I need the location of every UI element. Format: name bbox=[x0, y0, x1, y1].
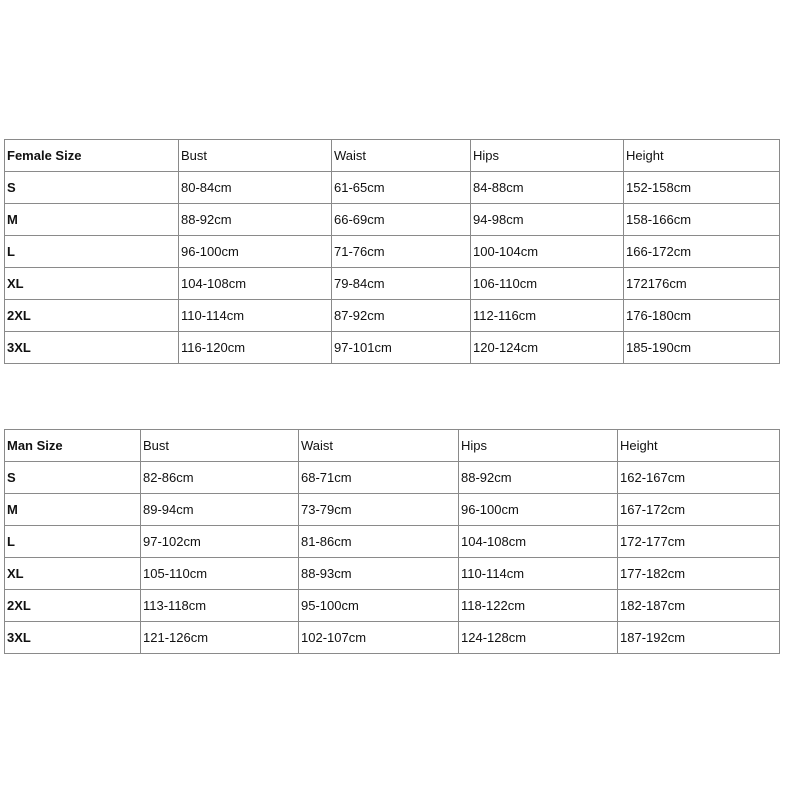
man-cell-height: 182-187cm bbox=[618, 590, 780, 622]
man-cell-waist: 88-93cm bbox=[299, 558, 459, 590]
man-cell-bust: 97-102cm bbox=[141, 526, 299, 558]
female-table-body bbox=[5, 172, 780, 364]
man-size-table bbox=[4, 429, 780, 654]
man-cell-size: S bbox=[5, 462, 141, 494]
man-cell-hips: 88-92cm bbox=[459, 462, 618, 494]
female-cell-height: 158-166cm bbox=[624, 204, 780, 236]
female-table-row bbox=[5, 236, 780, 268]
man-cell-bust: 121-126cm bbox=[141, 622, 299, 654]
female-cell-waist: 87-92cm bbox=[332, 300, 471, 332]
man-cell-waist: 73-79cm bbox=[299, 494, 459, 526]
female-header-hips: Hips bbox=[471, 140, 624, 172]
female-cell-waist: 66-69cm bbox=[332, 204, 471, 236]
female-table-row bbox=[5, 332, 780, 364]
man-cell-hips: 110-114cm bbox=[459, 558, 618, 590]
man-header-waist: Waist bbox=[299, 430, 459, 462]
man-cell-height: 162-167cm bbox=[618, 462, 780, 494]
man-cell-hips: 124-128cm bbox=[459, 622, 618, 654]
man-table-body bbox=[5, 462, 780, 654]
man-cell-size: M bbox=[5, 494, 141, 526]
female-cell-size: M bbox=[5, 204, 179, 236]
man-cell-waist: 95-100cm bbox=[299, 590, 459, 622]
female-cell-size: S bbox=[5, 172, 179, 204]
man-cell-hips: 96-100cm bbox=[459, 494, 618, 526]
female-cell-bust: 96-100cm bbox=[179, 236, 332, 268]
female-cell-waist: 61-65cm bbox=[332, 172, 471, 204]
man-cell-height: 167-172cm bbox=[618, 494, 780, 526]
man-cell-hips: 104-108cm bbox=[459, 526, 618, 558]
man-table-row bbox=[5, 526, 780, 558]
female-cell-waist: 79-84cm bbox=[332, 268, 471, 300]
female-cell-bust: 80-84cm bbox=[179, 172, 332, 204]
female-table-row bbox=[5, 268, 780, 300]
female-cell-size: 3XL bbox=[5, 332, 179, 364]
man-cell-waist: 81-86cm bbox=[299, 526, 459, 558]
female-cell-bust: 110-114cm bbox=[179, 300, 332, 332]
female-cell-hips: 120-124cm bbox=[471, 332, 624, 364]
female-header-row bbox=[5, 140, 780, 172]
man-cell-height: 172-177cm bbox=[618, 526, 780, 558]
female-cell-height: 172176cm bbox=[624, 268, 780, 300]
female-size-table bbox=[4, 139, 780, 364]
man-cell-bust: 113-118cm bbox=[141, 590, 299, 622]
female-cell-hips: 84-88cm bbox=[471, 172, 624, 204]
man-cell-size: XL bbox=[5, 558, 141, 590]
man-cell-size: L bbox=[5, 526, 141, 558]
female-cell-hips: 112-116cm bbox=[471, 300, 624, 332]
female-header-bust: Bust bbox=[179, 140, 332, 172]
man-header-bust: Bust bbox=[141, 430, 299, 462]
female-cell-bust: 88-92cm bbox=[179, 204, 332, 236]
man-table-row bbox=[5, 558, 780, 590]
female-cell-waist: 71-76cm bbox=[332, 236, 471, 268]
man-cell-height: 187-192cm bbox=[618, 622, 780, 654]
female-cell-size: 2XL bbox=[5, 300, 179, 332]
female-cell-hips: 106-110cm bbox=[471, 268, 624, 300]
man-header-size: Man Size bbox=[5, 430, 141, 462]
female-cell-bust: 116-120cm bbox=[179, 332, 332, 364]
female-cell-hips: 100-104cm bbox=[471, 236, 624, 268]
female-header-height: Height bbox=[624, 140, 780, 172]
man-cell-size: 2XL bbox=[5, 590, 141, 622]
man-table-row bbox=[5, 462, 780, 494]
man-cell-bust: 82-86cm bbox=[141, 462, 299, 494]
man-table-row bbox=[5, 494, 780, 526]
female-cell-size: L bbox=[5, 236, 179, 268]
female-cell-waist: 97-101cm bbox=[332, 332, 471, 364]
female-cell-height: 166-172cm bbox=[624, 236, 780, 268]
female-cell-bust: 104-108cm bbox=[179, 268, 332, 300]
female-cell-size: XL bbox=[5, 268, 179, 300]
man-cell-hips: 118-122cm bbox=[459, 590, 618, 622]
female-cell-height: 185-190cm bbox=[624, 332, 780, 364]
female-header-waist: Waist bbox=[332, 140, 471, 172]
man-header-height: Height bbox=[618, 430, 780, 462]
man-cell-waist: 102-107cm bbox=[299, 622, 459, 654]
female-table-row bbox=[5, 172, 780, 204]
female-cell-height: 176-180cm bbox=[624, 300, 780, 332]
female-cell-height: 152-158cm bbox=[624, 172, 780, 204]
man-cell-height: 177-182cm bbox=[618, 558, 780, 590]
man-table-row bbox=[5, 622, 780, 654]
man-cell-bust: 89-94cm bbox=[141, 494, 299, 526]
man-cell-waist: 68-71cm bbox=[299, 462, 459, 494]
man-cell-bust: 105-110cm bbox=[141, 558, 299, 590]
man-header-row bbox=[5, 430, 780, 462]
man-header-hips: Hips bbox=[459, 430, 618, 462]
female-table-row bbox=[5, 300, 780, 332]
female-table-row bbox=[5, 204, 780, 236]
female-header-size: Female Size bbox=[5, 140, 179, 172]
man-table-row bbox=[5, 590, 780, 622]
man-cell-size: 3XL bbox=[5, 622, 141, 654]
female-cell-hips: 94-98cm bbox=[471, 204, 624, 236]
